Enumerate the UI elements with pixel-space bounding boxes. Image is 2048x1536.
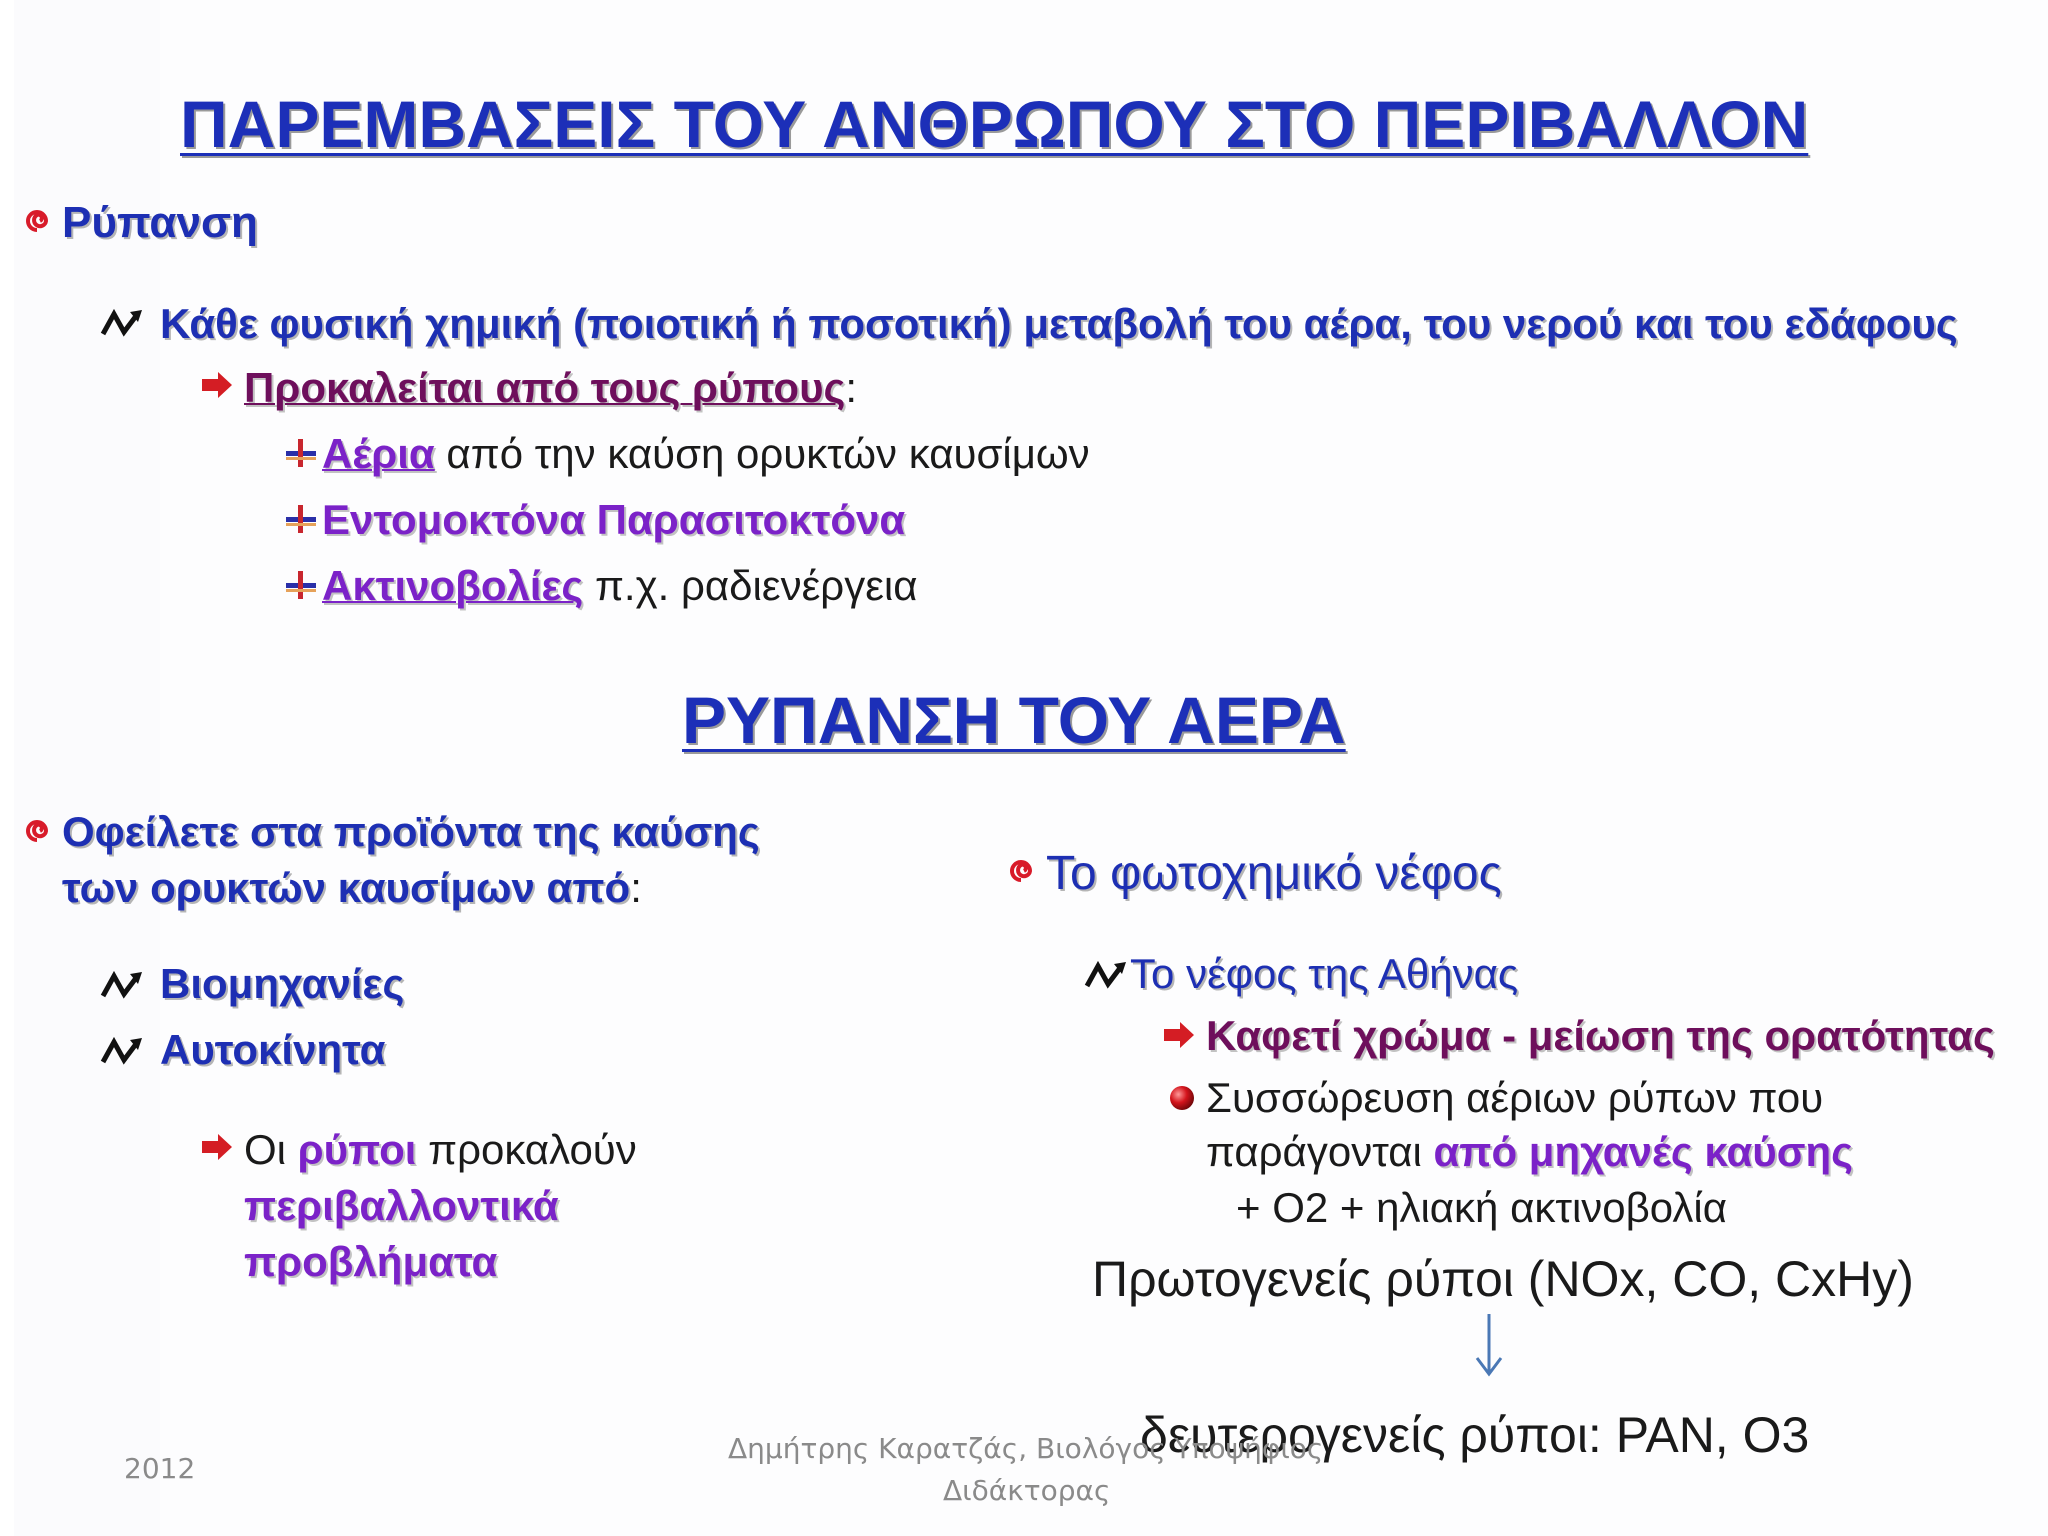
accumulation-highlight: από μηχανές καύσης (1433, 1128, 1853, 1175)
caused-by-colon: : (845, 364, 858, 411)
down-arrow-icon (1472, 1312, 1506, 1378)
accumulation-line1: Συσσώρευση αέριων ρύπων που (1206, 1074, 1824, 1121)
effect-verb: προκαλούν (416, 1126, 637, 1173)
plus-bullet-icon (284, 569, 318, 601)
pollution-definition: Κάθε φυσική χημική (ποιοτική ή ποσοτική) μεταβολή του αέρα, του νερού και του εδάφους (160, 300, 1958, 347)
pollutant-item-pesticides (322, 496, 905, 544)
plus-bullet-icon (284, 437, 318, 469)
athens-smog: Το νέφος της Αθήνας (1130, 950, 1519, 997)
footer-year: 2012 (124, 1452, 196, 1485)
smog-heading: Το φωτοχημικό νέφος (1046, 847, 1502, 900)
curl-arrow-icon (100, 304, 144, 338)
primary-pollutants: Πρωτογενείς ρύποι (NOx, CO, CxHy) (1092, 1251, 1914, 1307)
curl-arrow-icon (100, 1032, 144, 1066)
curl-arrow-icon (1084, 956, 1128, 990)
accumulation-prefix: παράγονται (1206, 1128, 1434, 1175)
causes-heading-colon: : (630, 864, 642, 911)
effect-pollutants: ρύποι (297, 1126, 417, 1173)
swirl-bullet-icon (22, 816, 52, 846)
effect-line3: προβλήματα (244, 1238, 498, 1285)
causes-heading-line1: Οφείλετε στα προϊόντα της καύσης (62, 808, 760, 855)
smog-feature: Καφετί χρώμα - μείωση της ορατότητας (1206, 1012, 1995, 1059)
effect-line1 (244, 1126, 637, 1174)
pollutant-item-radiation (322, 562, 918, 610)
pollutant-text: π.χ. ραδιενέργεια (583, 562, 918, 609)
causes-heading-text: των ορυκτών καυσίμων από (62, 864, 631, 911)
accumulation-line2 (1206, 1128, 1853, 1176)
curl-arrow-icon (100, 966, 144, 1000)
slide-title: ΠΑΡΕΜΒΑΣΕΙΣ ΤΟΥ ΑΝΘΡΩΠΟΥ ΣΤΟ ΠΕΡΙΒΑΛΛΟΝ (180, 87, 1809, 161)
pollutant-item-gases (322, 430, 1090, 478)
red-arrow-icon (1162, 1020, 1196, 1050)
caused-by-line (244, 364, 857, 412)
red-arrow-icon (200, 1132, 234, 1162)
section-title-air-pollution: ΡΥΠΑΝΣΗ ΤΟΥ ΑΕΡΑ (682, 683, 1346, 757)
pollutant-highlight: Αέρια (322, 430, 435, 477)
secondary-pollutants: δευτερογενείς ρύποι: PAN, O3 (1140, 1407, 1810, 1463)
pollutant-highlight: Εντομοκτόνα Παρασιτοκτόνα (322, 496, 906, 543)
causes-heading-line2 (62, 864, 642, 912)
footer-author-line1: Δημήτρης Καρατζάς, Βιολόγος Υποψήφιος (728, 1432, 1324, 1465)
effect-line2: περιβαλλοντικά (244, 1182, 559, 1229)
source-industries: Βιομηχανίες (160, 960, 405, 1007)
source-cars: Αυτοκίνητα (160, 1026, 386, 1073)
red-arrow-icon (200, 370, 234, 400)
footer-author-line2: Διδάκτορας (943, 1474, 1111, 1507)
section-heading-pollution: Ρύπανση (62, 198, 258, 247)
swirl-bullet-icon (1006, 856, 1036, 886)
caused-by-text: Προκαλείται από τους ρύπους (244, 364, 846, 411)
pollutant-highlight: Ακτινοβολίες (322, 562, 584, 609)
plus-sunlight-line: + O2 + ηλιακή ακτινοβολία (1236, 1184, 1727, 1231)
pollutant-text: από την καύση ορυκτών καυσίμων (434, 430, 1090, 477)
plus-bullet-icon (284, 503, 318, 535)
effect-prefix: Οι (244, 1126, 298, 1173)
swirl-bullet-icon (22, 206, 52, 236)
red-ball-bullet-icon (1168, 1084, 1196, 1112)
